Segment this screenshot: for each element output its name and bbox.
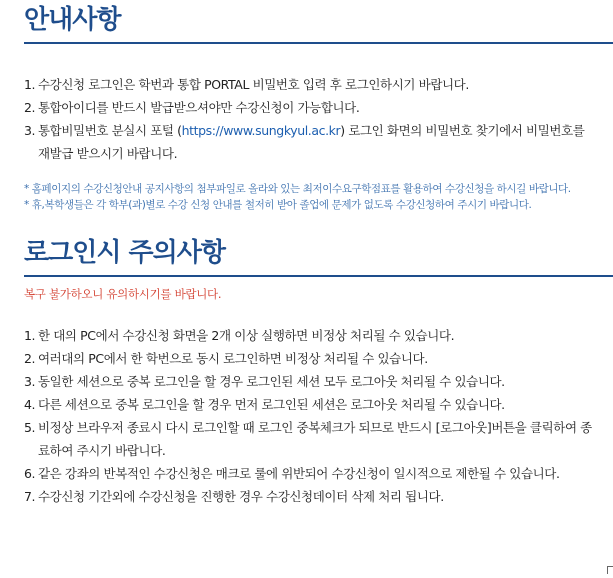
login-title: 로그인시 주의사항 [24, 238, 225, 268]
login-section [24, 237, 593, 508]
notice-notes [24, 181, 593, 213]
list-item: 4. 다른 세션으로 중복 로그인을 할 경우 먼저 로그인된 세션은 로그아웃 처리될 수 있습니다. [24, 397, 505, 412]
list-item: 1. 한 대의 PC에서 수강신청 화면을 2개 이상 실행하면 비정상 처리될 수 있습니다. [24, 328, 455, 343]
note-text: * 휴,복학생들은 각 학부(과)별로 수강 신청 안내를 철저히 받아 졸업에 문제가 없도록 수강신청하여 주시기 바랍니다. [24, 199, 532, 211]
scroll-corner-mark [607, 566, 613, 574]
list-item: 1. 수강신청 로그인은 학번과 통합 PORTAL 비밀번호 입력 후 로그인하시기 바랍니다. [24, 77, 469, 92]
warning-text: 복구 불가하오니 유의하시기를 바랍니다. [24, 287, 222, 301]
list-item: 6. 같은 강좌의 반복적인 수강신청은 매크로 룰에 위반되어 수강신청이 일시적으로 제한될 수 있습니다. [24, 466, 560, 481]
notice-list [24, 73, 593, 165]
portal-link[interactable]: https://www.sungkyul.ac.kr [181, 123, 341, 138]
list-item: 2. 통합아이디를 반드시 발급받으셔야만 수강신청이 가능합니다. [24, 100, 360, 115]
login-list [24, 324, 593, 508]
notice-section [24, 0, 593, 213]
note-text: * 홈페이지의 수강신청안내 공지사항의 첨부파일로 올라와 있는 최저이수요구학점표를 활용하여 수강신청을 하시길 바랍니다. [24, 183, 571, 195]
notice-title-rule [24, 42, 613, 44]
list-item: 5. 비정상 브라우저 종료시 다시 로그인할 때 로그인 중복체크가 되므로 반드시 [로그아웃]버튼을 클릭하여 종료하여 주시기 바랍니다. [24, 420, 592, 458]
list-item: 7. 수강신청 기간외에 수강신청을 진행한 경우 수강신청데이터 삭제 처리 됩니다. [24, 489, 444, 504]
list-item: 3. 동일한 세션으로 중복 로그인을 할 경우 로그인된 세션 모두 로그아웃 처리될 수 있습니다. [24, 374, 505, 389]
list-item: 2. 여러대의 PC에서 한 학번으로 동시 로그인하면 비정상 처리될 수 있습니다. [24, 351, 428, 366]
notice-title: 안내사항 [24, 5, 121, 35]
list-item: 3. 통합비밀번호 분실시 포털 (https://www.sungkyul.ac.kr) 로그인 화면의 비밀번호 찾기에서 비밀번호를 재발급 받으시기 바랍니다. [24, 123, 585, 161]
login-title-rule [24, 275, 613, 277]
